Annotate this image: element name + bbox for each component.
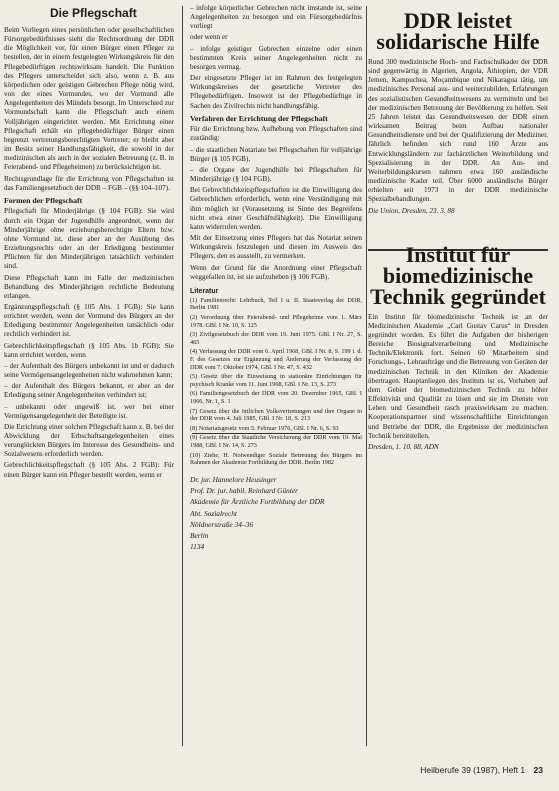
paragraph: Die Errichtung einer solchen Pflegschaft kann z. B. bei der Abwicklung der Erbschaftsangelegenheiten eines verunglückten Bürgers im Interesse des Gesundheits- und Sozialwesens erforderlich werden. <box>4 422 174 459</box>
paragraph: Gebrechlichkeitspflegschaft (§ 105 Abs. 1b FGB): Sie kann errichtet werden, wenn <box>4 341 174 359</box>
literature-item: (10) Ziehe, H. Notwendiger Soziale Betreuung des Bürgers im Rahmen der Akademie Fortbildung der DDR. Berlin 1982 <box>190 451 362 467</box>
section-heading: Formen der Pflegschaft <box>4 195 83 205</box>
paragraph: Rund 300 medizinische Hoch- und Fachschulkader der DDR sind gegenwärtig in Algerien, Angola, Äthiopien, der VDR Jemen, Kampuchea, Moçambique und Nikaragua tätig, um medizinisches Personal aus- und weiterzubilden, Erfahrungen des sozialistischen Gesundheitswesens zu vermitteln und bei der medizinischen Betreuung der Bevölkerung zu helfen. Seit 25 Jahren leistet das Gesundheitswesen der DDR einen wirksamen Beitrag beim Aufbau nationaler Gesundheitsdienste und bei der Qualifizierung der Mediziner. Jährlich befinden sich rund 160 Ärzte aus Entwicklungsländern zur fachärztlichen Weiterbildung und Spezialisierung in der DDR. An Aus- und Weiterbildungskursen nahmen etwa 160 ausländische medizinische Kader teil. Über 6000 ausländische Bürger erhielten seit 1973 in der DDR medizinische Spezialbehandlungen. <box>368 58 548 204</box>
column-1 <box>4 6 174 748</box>
page-footer <box>420 765 543 775</box>
author-line: Abt. Sozialrecht <box>190 508 237 518</box>
paragraph: Beim Vorliegen eines persönlichen oder gesellschaftlichen Fürsorgebedürfnisses sieht die Rechtsordnung der DDR die Möglichkeit vor, für einen Bürger einen Pfleger zu bestellen, der in einem festgelegten Wirkungskreis für den Pflegebedürftigen rechtswirksam handelt. Die Funktion des Pflegers unterscheidet sich also, wenn z. B. aus körperlichen oder geistigen Gebrechen Pflege nötig wird, von der eines Vormundes, wo der Vormund alle Angelegenheiten des Mündels besorgt. Im Unterschied zur Vormundschaft kann die Pflegschaft auch einem Volljährigen eingerichtet werden. Mit Errichtung einer Pflegschaft erhält ein pflegebedürftiger Bürger einen begrenzt vertretungsberechtigten Vertreter; er bleibt aber im Besitz seiner Handlungsfähigkeit, die sowohl in der medizinischen als auch in der sozialen Betreuung (z. B. in Feierabend- und Pflegeheimen) zu berücksichtigen ist. <box>4 26 174 172</box>
list-item: – der Aufenthalt des Bürgers bekannt, er aber an der Erledigung seiner Angelegenheiten verhindert ist; <box>4 382 174 400</box>
section-heading: Verfahren der Errichtung der Pflegschaft <box>190 113 328 123</box>
literature-item: (2) Verordnung über Feierabend- und Pflegeheime vom 1. März 1978. GBl. I Nr. 10, S. 125 <box>190 314 362 329</box>
list-item: – der Aufenthalt des Bürgers unbekannt ist und er dadurch seine Vermögensangelegenheiten nicht wahrnehmen kann; <box>4 361 174 380</box>
literature-item: (7) Gesetz über die örtlichen Volksvertretungen und ihre Organe in der DDR vom 4. Juli 1985, GBl. I Nr. 18, S. 213 <box>190 407 362 423</box>
literature-item: (6) Familiengesetzbuch der DDR vom 20. Dezember 1965, GBl. I 1966, Nr. 1, S. 1 <box>190 390 362 405</box>
paragraph: Bei Gebrechlichkeitspflegschaften ist die Einwilligung des Gebrechlichen erforderlich, wenn eine Verständigung mit ihm möglich ist (Vorausetzung ist Sinne des Begreifens nicht etwa einer Geschäftsfähigkeit). Die Einwilligung kann widerrufen werden. <box>190 186 362 231</box>
article-title-solidarische-hilfe: DDR leistet solidarische Hilfe <box>376 10 540 54</box>
page-number: 23 <box>533 765 543 775</box>
list-item: – die staatlichen Notariate bei Pflegschaften für volljährige Bürger (§ 105 FGB), <box>190 145 362 163</box>
author-line: Berlin <box>190 531 209 541</box>
literature-heading: Literatur <box>190 287 219 295</box>
author-block <box>190 475 362 552</box>
source-line: Die Union, Dresden, 23. 3. 88 <box>368 206 455 215</box>
paragraph: Ein Institut für biomedizinische Technik ist an der Medizinischen Akademie „Carl Gustav Carus“ in Dresden gegründet worden. Es führt die Aufgaben der bisherigen Bereiche Biosignalverarbeitung und Medizinische Technik/Elektronik fort. Seinen 60 Mitarbeitern sind Forschungs-, Lehraufträge und die Betreuung von Geräten der medizinischen Technik in den Kliniken der Akademie übertragen. Hauptanliegen des Instituts ist es, Vorhaben auf dem Gebiet der biomedizinischen Technik zu höher Effektivität und Qualität zu lösen und sie im Dienste von Leben und Gesundheit rasch praxiswirksam zu machen. Kooperationspartner sind wissenschaftliche Einrichtungen und Betriebe der DDR, die Ergebnisse der medizinischen Technik bereitstellen. <box>368 312 548 440</box>
author-line: 1134 <box>190 542 205 552</box>
list-item: – infolge körperlicher Gebrechen nicht imstande ist, seine Angelegenheiten zu besorgen und ein Fürsorgebedürfnis vorliegt <box>190 4 362 31</box>
literature-item: (5) Gesetz über die Einweisung in stationäre Einrichtungen für psychisch Kranke vom 11. Juni 1968, GBl. I Nr. 13, S. 273 <box>190 373 362 388</box>
paragraph: Pflegschaft für Minderjährige (§ 104 FGB): Sie wird durch ein Organ der Jugendhilfe angeordnet, wenn der Minderjährige ohne erziehungsberechtigte Eltern bzw. ohne Vormund ist, diese aber an der Ausübung des Erziehungsrechts oder an der Erledigung bestimmter Pflichten für den Minderjährigen tatsächlich verhindert sind. <box>4 207 174 271</box>
literature-item: (8) Notariatsgesetz vom 5. Februar 1976, GBl. I Nr. 6, S. 93 <box>190 424 339 432</box>
literature-item: (1) Familienrecht: Lehrbuch, Teil I u. II. Staatsverlag der DDR, Berlin 1981 <box>190 296 362 312</box>
column-2 <box>190 4 362 748</box>
author-line: Akademie für Ärztliche Fortbildung der DDR <box>190 497 325 507</box>
source-line: Dresden, 1. 10. 88, ADN <box>368 442 439 451</box>
article-title-biomedizinische-technik: Institut für biomedizinische Technik gegründet <box>370 241 546 309</box>
literature-item: (3) Zivilgesetzbuch der DDR vom 19. Juni 1975. GBl. I Nr. 27, S. 465 <box>190 331 362 346</box>
paragraph: Wenn der Grund für die Anordnung einer Pflegschaft weggefallen ist, ist sie aufzuheben (§ 106 FGB). <box>190 263 362 281</box>
paragraph: Rechtsgrundlage für die Errichtung von Pflegschaften ist das Familiengesetzbuch der DDR – FGB – (§§ 104–107). <box>4 174 174 192</box>
paragraph: Mit der Einsetzung eines Pflegers hat das Notariat seinen Wirkungskreis festzulegen und diesen im Ausweis des Pflegers, den es ausstellt, zu vermerken. <box>190 234 362 261</box>
author-line: Nöldnerstraße 34–36 <box>190 519 254 529</box>
column-divider-1 <box>182 6 183 746</box>
paragraph: Diese Pflegschaft kann im Falle der medizinischen Behandlung des Minderjährigen rechtliche Bedeutung erlangen. <box>4 273 174 300</box>
list-item: – unbekannt oder ungewiß ist, wer bei einer Vermögensangelegenheit der Beteiligte ist. <box>4 402 174 420</box>
column-divider-2 <box>366 6 367 746</box>
literature-list <box>190 288 362 467</box>
list-item: – die Organe der Jugendhilfe bei Pflegschaften für Minderjährige (§ 104 FGB). <box>190 165 362 184</box>
author-line: Prof. Dr. jur. habil. Reinhard Günter <box>190 485 299 495</box>
column-3 <box>368 10 548 750</box>
author-line: Dr. jur. Hannelore Heusinger <box>190 474 277 484</box>
paragraph: oder wenn er <box>190 33 228 42</box>
literature-item: (4) Verfassung der DDR vom 6. April 1968, GBl. I Nr. 8, S. 199 i. d. F. des Gesetzes zur Ergänzung und Änderung der Verfassung der DDR vom 7. Oktober 1974, GBl. I Nr. 47, S. 432 <box>190 348 362 371</box>
list-item: – infolge geistiger Gebrechen einzelne oder einen bestimmten Kreis seiner Angelegenheiten nicht zu besorgen vermag. <box>190 44 362 71</box>
paragraph: Der eingesetzte Pfleger ist im Rahmen des festgelegten Wirkungskreises der gesetzliche Vertreter des Pflegebedürftigen. Insoweit ist der Pflegebedürftige in Sachen des Zivilrechts nicht handlungsfähig. <box>190 74 362 110</box>
paragraph: Für die Errichtung bzw. Aufhebung von Pflegschaften sind zuständig: <box>190 125 362 143</box>
article-title-pflegschaft: Die Pflegschaft <box>50 6 137 20</box>
paragraph: Gebrechlichkeitspflegschaft (§ 105 Abs. 2 FGB): Für einen Bürger kann ein Pfleger bestellt werden, wenn er <box>4 461 174 479</box>
paragraph: Ergänzungspflegschaft (§ 105 Abs. 1 FGB): Sie kann errichtet werden, wenn der Vormund des Bürgers an der Erledigung bestimmter Angelegenheiten tatsächlich oder rechtlich verhindert ist. <box>4 302 174 339</box>
issue-info: Heilberufe 39 (1987), Heft 1 <box>420 765 526 775</box>
literature-item: (9) Gesetz über die Staatliche Versicherung der DDR vom 19. Mai 1988, GBl. I Nr. 14, S. 273 <box>190 434 362 449</box>
